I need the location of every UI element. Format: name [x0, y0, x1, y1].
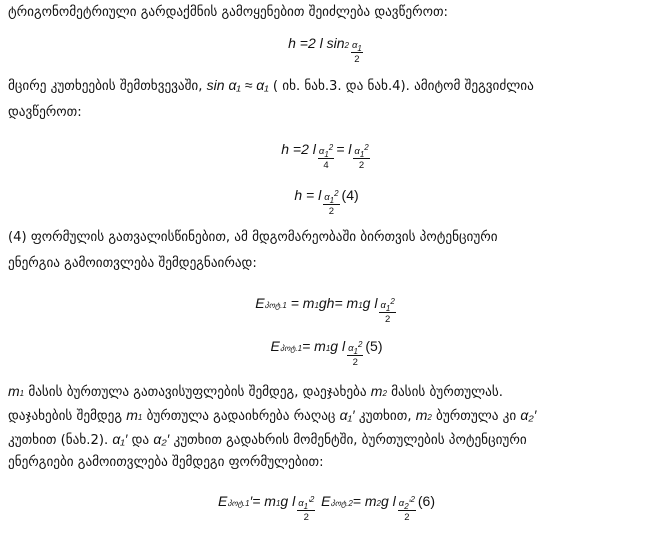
paragraph-4-line-4: ენერგიები გამოითვლება შემდეგი ფორმულებით:	[8, 455, 324, 470]
small-angle-approx: sin α₁ ≈ α₁	[206, 77, 269, 93]
equation-6: E პოტ. 1 ′= m 1 g l $\frac{\alpha_1'^2}{2}$ E პოტ. 2 = m 2 g l $\frac{\alpha_2'^2}{2}$ (6)	[217, 493, 436, 523]
equation-epot-1: E პოტ. 1 = m 1 gh= m 1 g l $\frac{\alpha_1^2}{2}$	[255, 295, 395, 325]
equation-1: h =2 l sin 2 $\frac{\alpha_1}{2}$	[288, 35, 362, 65]
equation-4: h = l $\frac{\alpha_1^2}{2}$ (4)	[294, 187, 359, 217]
paragraph-4-line-3: კუთხით (ნახ.2). α₁′ და α₂′ კუთხით გადახრის მომენტში, ბურთულების პოტენციური	[8, 431, 527, 448]
paragraph-4-line-2: დაჯახების შემდეგ m 1 ბურთულა გადაიხრება რაღაც α₁′ კუთხით, m 2 ბურთულა კი α₂′	[8, 407, 537, 424]
paragraph-2: მცირე კუთხეების შემთხვევაში, sin α₁ ≈ α₁ ( იხ. ნახ.3. და ნახ.4). ამიტომ შეგვიძლია	[8, 77, 534, 94]
paragraph-4-line-1: m 1 მასის ბურთულა გათავისუფლების შემდეგ, დაეჯახება m 2 მასის ბურთულას.	[8, 383, 503, 400]
paragraph-3-end: ენერგია გამოითვლება შემდეგნაირად:	[8, 256, 257, 271]
equation-2: h =2 l $\frac{\alpha_1^2}{4}$ = l $\frac{\alpha_1^2}{2}$	[281, 141, 369, 171]
paragraph-1: ტრიგონომეტრიული გარდაქმნის გამოყენებით შეიძლება დავწეროთ:	[8, 5, 448, 20]
equation-5: E პოტ. 1 = m 1 g l $\frac{\alpha_1^2}{2}$ (5)	[270, 338, 383, 368]
paragraph-2-end: დავწეროთ:	[8, 105, 82, 120]
paragraph-3: (4) ფორმულის გათვალისწინებით, ამ მდგომარეობაში ბირთვის პოტენციური	[8, 230, 498, 245]
